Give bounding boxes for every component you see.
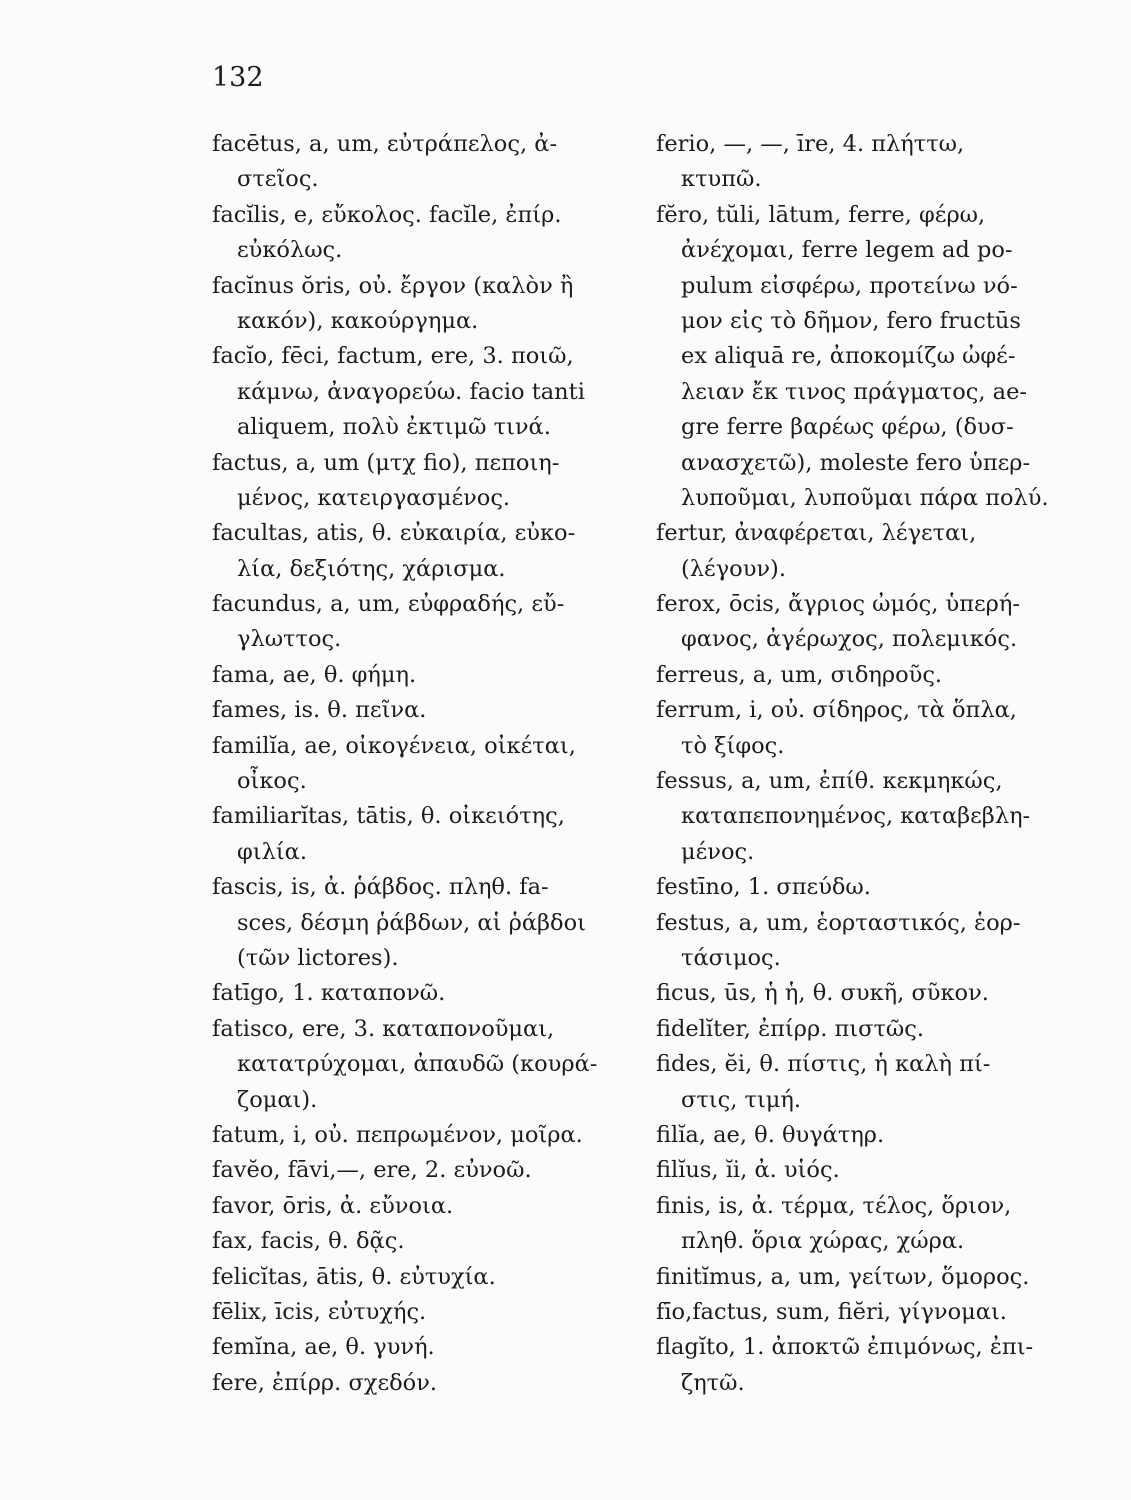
entry-headword-line: fertur, ἀναφέρεται, λέγεται, — [656, 520, 977, 547]
entry-headword-line: facĭlis, e, εὔκολος. facĭle, ἐπίρ. — [212, 201, 562, 228]
entry-headword-line: ficus, ūs, ἡ ἡ, θ. συκῆ, σῦκον. — [656, 980, 989, 1007]
entry-continuation-line: aliquem, πολὺ ἐκτιμῶ τινά. — [237, 414, 551, 441]
entry-continuation-line: (λέγουν). — [681, 555, 786, 582]
entry-headword-line: facultas, atis, θ. εὐκαιρία, εὐκο- — [212, 520, 576, 547]
entry-headword-line: finitĭmus, a, um, γείτων, ὅμορος. — [656, 1263, 1030, 1290]
page-number: 132 — [212, 62, 264, 93]
entry-continuation-line: φανος, ἀγέρωχος, πολεμικός. — [681, 626, 1018, 653]
right-column — [656, 127, 1066, 1401]
entry-continuation-line: οἶκος. — [237, 768, 307, 795]
entry-headword-line: facĭnus ŏris, οὐ. ἔργον (καλὸν ἢ — [212, 272, 574, 299]
entry-continuation-line: pulum εἰσφέρω, προτείνω νό- — [681, 272, 1018, 299]
entry-continuation-line: εὐκόλως. — [237, 237, 343, 264]
entry-headword-line: ferio, —, —, īre, 4. πλήττω, — [656, 131, 965, 157]
entry-continuation-line: πληθ. ὅρια χώρας, χώρα. — [681, 1228, 965, 1255]
entry-continuation-line: τάσιμος. — [681, 944, 781, 971]
entry-headword-line: ferox, ōcis, ἄγριος ὠμός, ὑπερή- — [656, 591, 1020, 618]
entry-continuation-line: λειαν ἔκ τινος πράγματος, ae- — [681, 378, 1028, 405]
entry-continuation-line: κτυπῶ. — [681, 166, 762, 193]
entry-continuation-line: μον εἰς τὸ δῆμον, fero fructūs — [681, 307, 1021, 334]
entry-continuation-line: κατατρύχομαι, ἀπαυδῶ (κουρά- — [237, 1051, 598, 1078]
entry-headword-line: fidelĭter, ἐπίρρ. πιστῶς. — [656, 1015, 925, 1042]
entry-headword-line: ferreus, a, um, σιδηροῦς. — [656, 661, 943, 688]
entry-continuation-line: μένος. — [681, 838, 755, 865]
left-column — [212, 127, 627, 1401]
entry-headword-line: festus, a, um, ἑορταστικός, ἑορ- — [656, 909, 1021, 936]
entry-headword-line: fax, facis, θ. δᾷς. — [212, 1228, 405, 1255]
entry-headword-line: fama, ae, θ. φήμη. — [212, 661, 417, 688]
entry-headword-line: factus, a, um (μτχ fio), πεποιη- — [212, 449, 560, 476]
entry-headword-line: filĭa, ae, θ. θυγάτηρ. — [656, 1121, 885, 1148]
entry-headword-line: favĕo, fāvi,—, ere, 2. εὐνοῶ. — [212, 1157, 532, 1184]
entry-headword-line: fides, ĕi, θ. πίστις, ἡ καλὴ πί- — [656, 1051, 991, 1078]
entry-headword-line: festīno, 1. σπεύδω. — [656, 874, 871, 901]
entry-headword-line: ferrum, i, οὐ. σίδηρος, τὰ ὅπλα, — [656, 697, 1017, 724]
entry-headword-line: fīo,factus, sum, fiĕri, γίγνομαι. — [656, 1298, 1007, 1325]
entry-continuation-line: κακόν), κακούργημα. — [237, 307, 479, 334]
entry-headword-line: finis, is, ἀ. τέρμα, τέλος, ὅριον, — [656, 1192, 1012, 1219]
entry-headword-line: fessus, a, um, ἐπίθ. κεκμηκώς, — [656, 768, 1003, 795]
entry-headword-line: filĭus, ĭi, ἀ. υἱός. — [656, 1157, 840, 1184]
entry-headword-line: fĕro, tŭli, lātum, ferre, φέρω, — [656, 201, 986, 228]
entry-continuation-line: φιλία. — [237, 838, 308, 865]
entry-continuation-line: στις, τιμή. — [681, 1086, 802, 1113]
entry-headword-line: flagĭto, 1. ἀποκτῶ ἐπιμόνως, ἐπι- — [656, 1334, 1034, 1361]
entry-continuation-line: ζομαι). — [237, 1086, 318, 1113]
entry-headword-line: facĭo, fēci, factum, ere, 3. ποιῶ, — [212, 343, 574, 370]
entry-continuation-line: καταπεπονημένος, καταβεβλη- — [681, 803, 1031, 830]
entry-headword-line: familĭa, ae, οἰκογένεια, οἰκέται, — [212, 732, 576, 759]
entry-continuation-line: μένος, κατειργασμένος. — [237, 484, 511, 511]
entry-headword-line: fatisco, ere, 3. καταπονοῦμαι, — [212, 1015, 555, 1042]
entry-headword-line: fatīgo, 1. καταπονῶ. — [212, 980, 446, 1007]
entry-continuation-line: sces, δέσμη ῥάβδων, αἱ ῥάβδοι — [237, 909, 586, 936]
entry-headword-line: felicĭtas, ātis, θ. εὐτυχία. — [212, 1263, 496, 1290]
entry-continuation-line: κάμνω, ἀναγορεύω. facio tanti — [237, 378, 585, 405]
entry-continuation-line: gre ferre βαρέως φέρω, (δυσ- — [681, 414, 1014, 441]
entry-headword-line: familiarĭtas, tātis, θ. οἰκειότης, — [212, 803, 565, 830]
entry-continuation-line: ἀνέχομαι, ferre legem ad po- — [681, 237, 1013, 264]
entry-continuation-line: λυποῦμαι, λυποῦμαι πάρα πολύ. — [681, 484, 1049, 511]
entry-headword-line: fames, is. θ. πεῖνα. — [212, 697, 427, 724]
entry-continuation-line: ζητῶ. — [681, 1369, 745, 1396]
entry-continuation-line: ex aliquā re, ἀποκομίζω ὠφέ- — [681, 343, 1016, 370]
entry-headword-line: favor, ōris, ἀ. εὔνοια. — [212, 1192, 454, 1219]
entry-headword-line: facundus, a, um, εὐφραδής, εὔ- — [212, 591, 565, 618]
entry-headword-line: fascis, is, ἀ. ῥάβδος. πληθ. fa- — [212, 874, 549, 901]
entry-headword-line: fatum, i, οὐ. πεπρωμένον, μοῖρα. — [212, 1121, 583, 1148]
entry-headword-line: femĭna, ae, θ. γυνή. — [212, 1334, 435, 1361]
entry-continuation-line: τὸ ξίφος. — [681, 732, 785, 759]
entry-continuation-line: ανασχετῶ), moleste fero ὑπερ- — [681, 449, 1031, 476]
entry-continuation-line: λία, δεξιότης, χάρισμα. — [237, 555, 506, 582]
entry-headword-line: fēlix, īcis, εὐτυχής. — [212, 1298, 427, 1325]
entry-continuation-line: στεῖος. — [237, 166, 319, 193]
entry-continuation-line: (τῶν lictores). — [237, 944, 399, 971]
entry-headword-line: fere, ἐπίρρ. σχεδόν. — [212, 1369, 438, 1396]
entry-headword-line: facētus, a, um, εὐτράπελος, ἀ- — [212, 131, 558, 157]
entry-continuation-line: γλωττος. — [237, 626, 342, 653]
